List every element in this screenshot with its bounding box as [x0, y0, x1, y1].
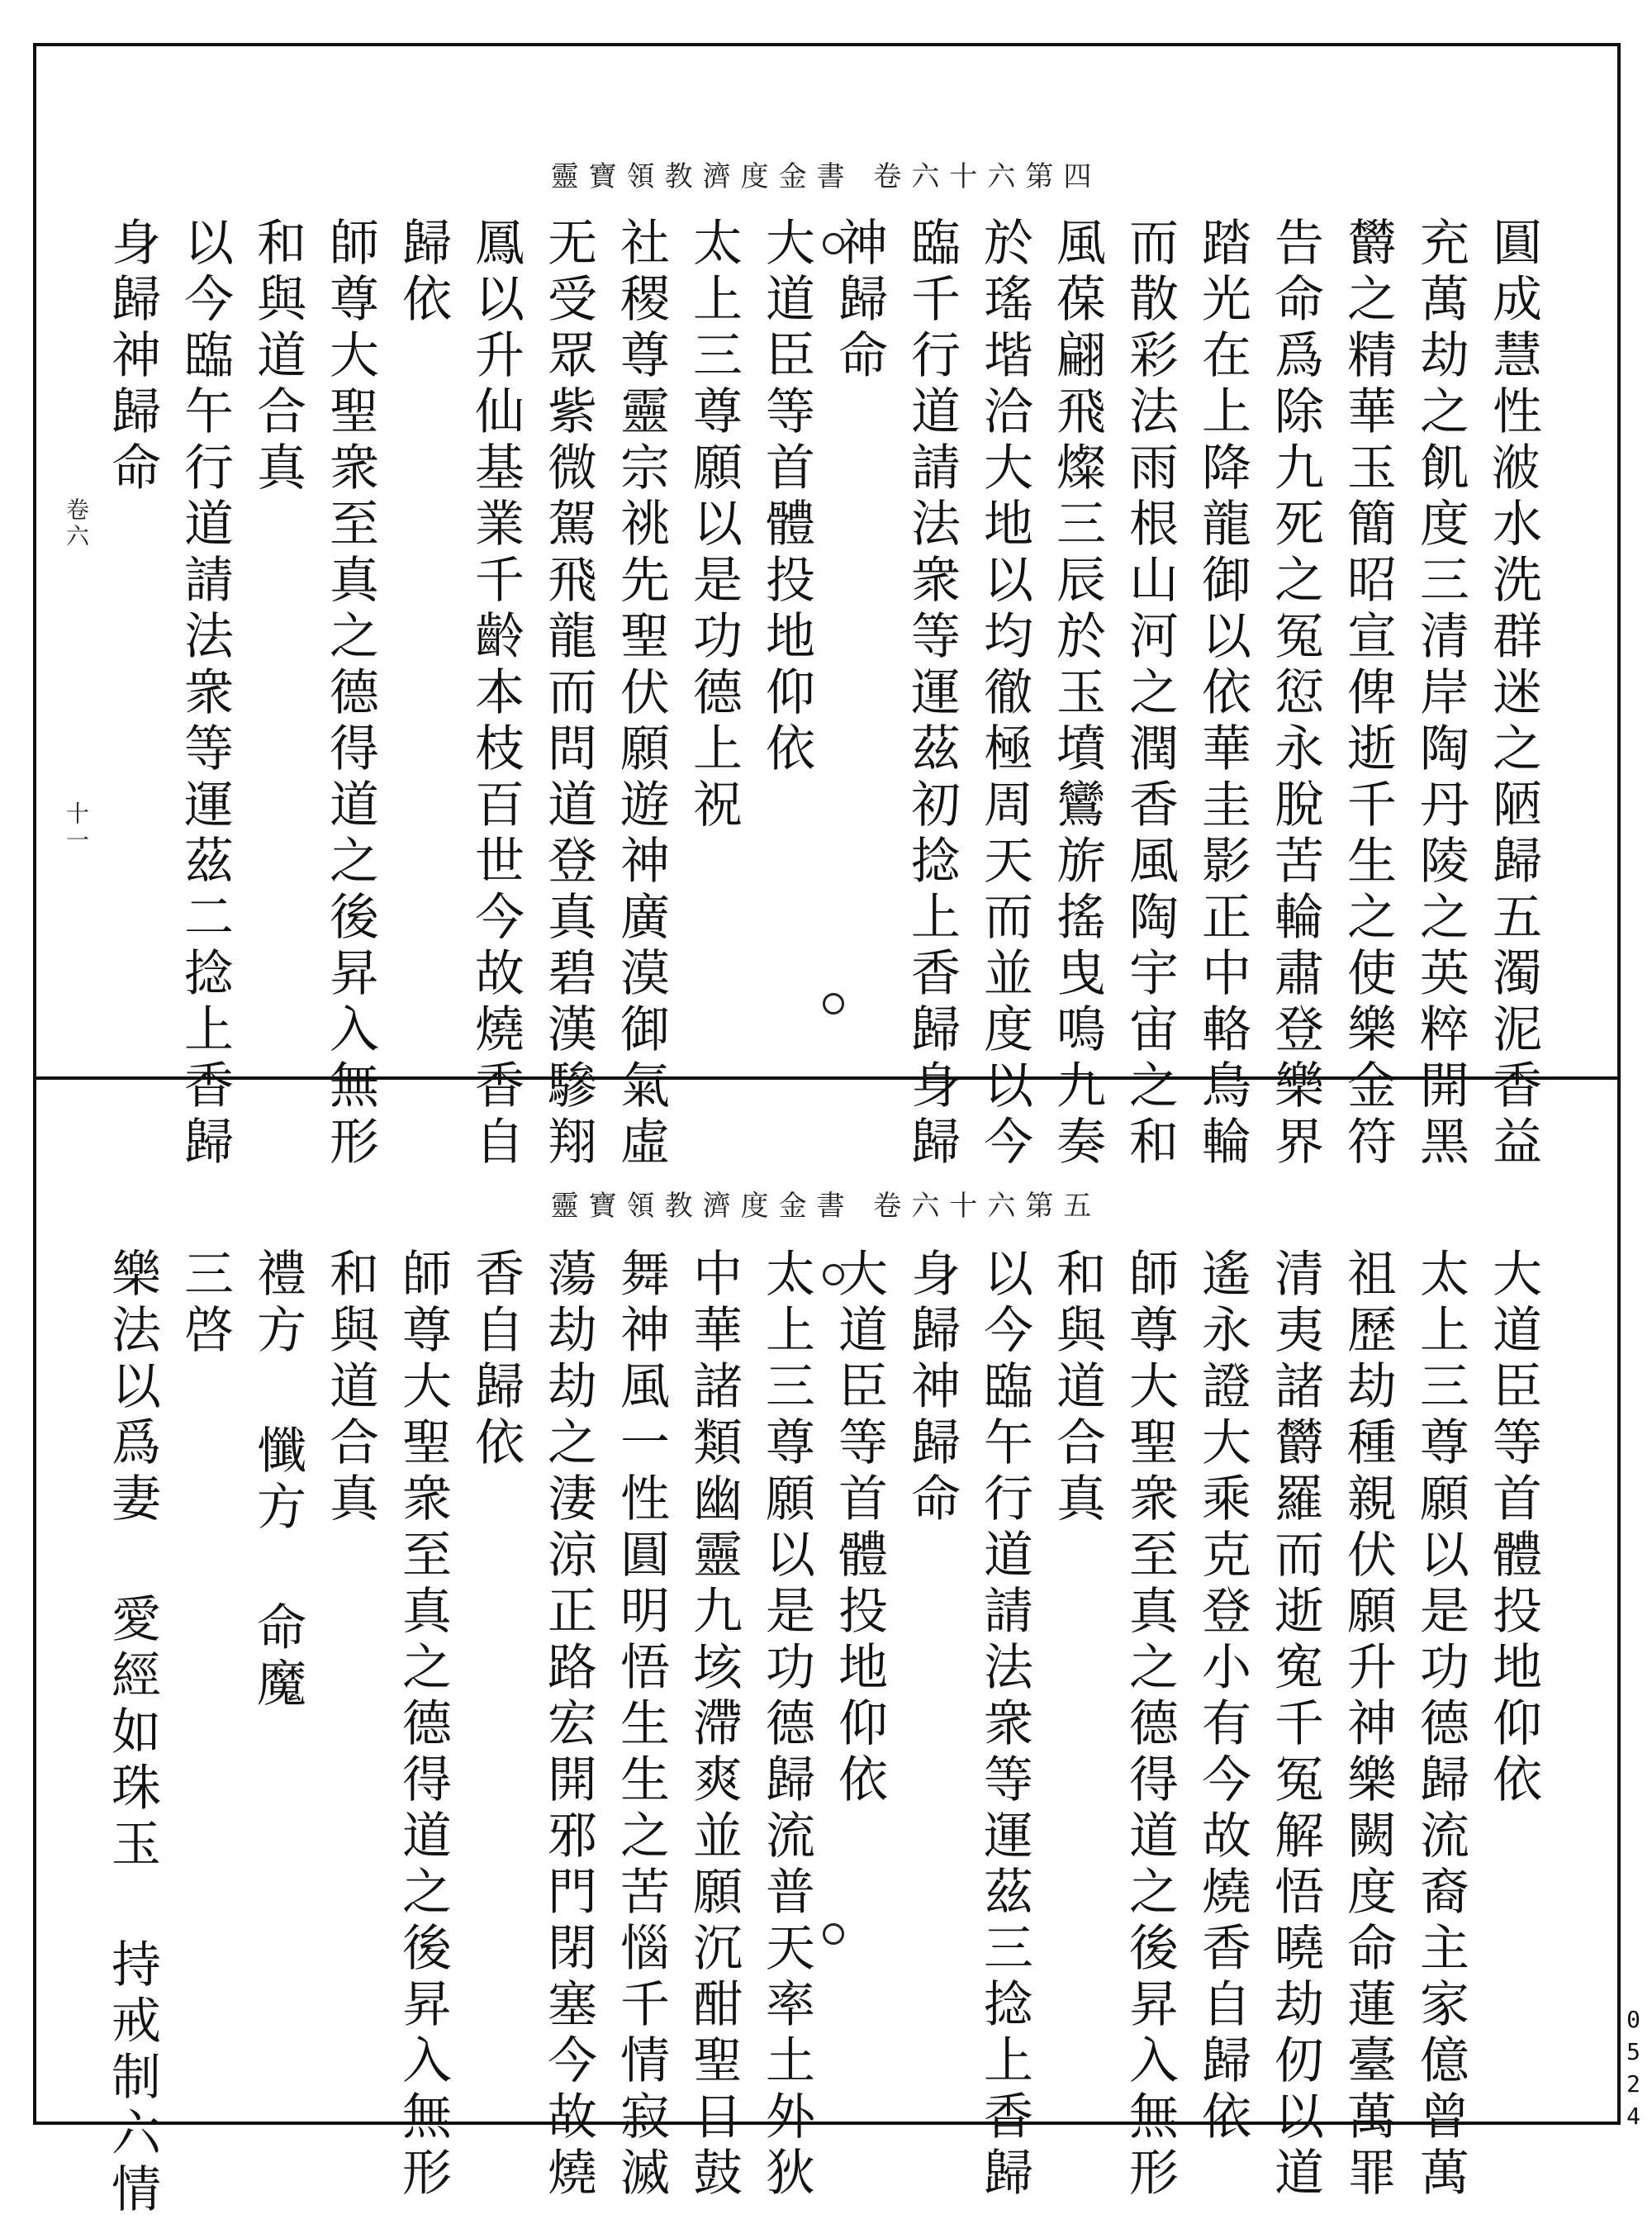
text-column: 圓成慧性𣷭水洗群迷之陋歸五濁泥香益: [1484, 216, 1542, 1171]
text-column: 神歸命: [830, 216, 888, 385]
text-column: 樂法以爲妻 愛經如珠玉 持戒制六情: [103, 1247, 161, 2219]
page-marker: 卷六: [63, 497, 90, 550]
text-column: 師尊大聖衆至真之德得道之後昇入無形: [1121, 1247, 1179, 2202]
text-column: 太上三尊願以是功德上祝: [685, 216, 743, 834]
circle-mark: [823, 1923, 844, 1945]
text-column: 和與道合真: [249, 216, 306, 497]
circle-mark: [823, 1264, 844, 1285]
page-number: 十一: [63, 801, 90, 854]
text-column: 社稷尊靈宗祧先聖伏願遊神廣漠御氣虛: [612, 216, 670, 1171]
text-column: 風葆翩飛燦三辰於玉墳鸞旂搖曳鳴九奏: [1048, 216, 1106, 1171]
text-column: 欝之精華玉簡昭宣俾逝千生之使樂金符: [1339, 216, 1397, 1171]
text-column: 清夷諸欝羅而逝寃千冤解悟曉劫仞以道: [1266, 1247, 1324, 2202]
text-column: 香自歸依: [467, 1247, 525, 1472]
text-column: 身歸神歸命: [103, 216, 161, 497]
text-column: 祖歷劫種親伏願升神樂闕度命蓮臺萬罪: [1339, 1247, 1397, 2202]
text-column: 遙永證大乘克登小有今故燒香自歸依: [1194, 1247, 1251, 2146]
text-column: 大道臣等首體投地仰依: [1484, 1247, 1542, 1809]
text-column: 和與道合真: [1048, 1247, 1106, 1528]
text-column: 三啓: [176, 1247, 234, 1360]
text-column: 師尊大聖衆至真之德得道之後昇入無形: [394, 1247, 452, 2202]
text-column: 臨千行道請法衆等運茲初捻上香歸身歸: [903, 216, 961, 1171]
text-column: 舞神風一性圓明悟生生之苦惱千情寂滅: [612, 1247, 670, 2202]
text-column: 踏光在上降龍御以依華圭影正中輅鳥輪: [1194, 216, 1251, 1171]
text-column: 大道臣等首體投地仰依: [830, 1247, 888, 1809]
text-column: 太上三尊願以是功德歸流裔主家億曾萬: [1412, 1247, 1469, 2202]
text-column: 而散彩法雨根山河之潤香風陶宇宙之和: [1121, 216, 1179, 1171]
text-column: 歸依: [394, 216, 452, 329]
text-column: 蕩劫劫之淒涼正路宏開邪門閉塞今故燒: [539, 1247, 597, 2202]
circle-mark: [823, 233, 844, 254]
scan-code: 0524: [1620, 2006, 1647, 2135]
text-column: 身歸神歸命: [903, 1247, 961, 1528]
text-column: 於瑤堦洽大地以均徹極周天而並度以今: [976, 216, 1033, 1171]
text-column: 鳳以升仙基業千齡本枝百世今故燒香自: [467, 216, 525, 1171]
text-column: 禮方 懺方 命魔: [249, 1247, 306, 1713]
text-column: 師尊大聖衆至真之德得道之後昇入無形: [321, 216, 379, 1171]
folio-header: 靈寶領教濟度金書 卷六十六第五: [550, 1190, 1102, 1223]
text-column: 充萬劫之飢度三清岸陶丹陵之英粹開黑: [1412, 216, 1469, 1171]
circle-mark: [823, 993, 844, 1014]
text-column: 太上三尊願以是功德歸流普天率土外狄: [757, 1247, 815, 2202]
text-column: 以今臨午行道請法衆等運茲三捻上香歸: [976, 1247, 1033, 2202]
text-column: 告命爲除九死之冤愆永脫苦輪肅登樂界: [1266, 216, 1324, 1171]
text-column: 中華諸類幽靈九垓滯爽並願沉酣聖日鼓: [685, 1247, 743, 2202]
text-column: 大道臣等首體投地仰依: [757, 216, 815, 778]
text-column: 和與道合真: [321, 1247, 379, 1528]
folio-header: 靈寶領教濟度金書 卷六十六第四: [550, 160, 1102, 193]
text-column: 以今臨午行道請法衆等運茲二捻上香歸: [176, 216, 234, 1171]
text-column: 无受眾紫微駕飛龍而問道登真碧漢驂翔: [539, 216, 597, 1171]
